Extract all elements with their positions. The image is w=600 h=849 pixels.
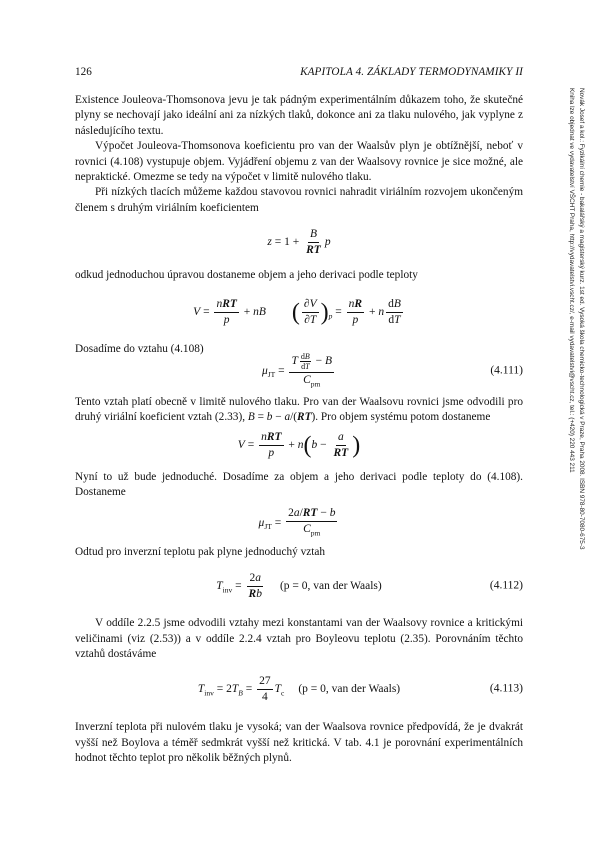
paragraph-10: Inverzní teplota při nulovém tlaku je vysoká; van der Waalsova rovnice předpovídá, že je dvakrát vyšší než Boylova a téměř sedmkrát vyšší než kritická. V tab. 4.1 je porovnání experimentálních hodnot těchto teplot pro několik běžných plynů. bbox=[75, 721, 523, 765]
equation-number: (4.112) bbox=[489, 579, 523, 592]
equation-volume-derivative: V = $\frac{\text{nRT}}{p}$ + nB ( $\frac{\partial V}{\partial T}$ )$_p$ = $\frac{nR}{p}$ + n $\frac{dB}{dT}$ bbox=[193, 298, 401, 327]
page-header bbox=[75, 66, 523, 82]
paragraph-2: Výpočet Jouleova-Thomsonova koeficientu pro van der Waalsův plyn je obtížnější, neboť v rovnici (4.108) vystupuje objem. Vyjádření objemu z van der Waalsovy rovnice je sice možné, ale nepraktické. Omezme se tedy na výpočet v limitě nulového tlaku. bbox=[75, 140, 523, 184]
equation-4-113: $T_{inv} = 2T_B$ = $\frac{27}{4}$ $T_c$ (p = 0, van der Waals) (4.113) bbox=[197, 674, 523, 703]
citation-line-2: Kniha lze objednat ve vydavatelství VŠCHT Praha, http://vydavatelstvi.vscht.cz/, e-mail vydavatelstvi@vscht.cz, tel.: (+420) 220 443 211 bbox=[568, 88, 575, 473]
page-number: 126 bbox=[75, 66, 92, 78]
equation-number: (4.113) bbox=[489, 682, 523, 695]
paragraph-6: Tento vztah platí obecně v limitě nulového tlaku. Pro van der Waalsovu rovnici jsme odvodili pro druhý viriální koeficient vztah (2.33), B = b − a/(RT). Pro objem systému potom dostaneme bbox=[75, 396, 523, 424]
equation-condition: (p = 0, van der Waals) bbox=[279, 579, 382, 592]
chapter-title: KAPITOLA 4. ZÁKLADY TERMODYNAMIKY II bbox=[300, 66, 523, 78]
equation-virial: z = 1 + $\frac{B}{RT}$ p bbox=[267, 227, 331, 256]
paragraph-9: V oddíle 2.2.5 jsme odvodili vztahy mezi konstantami van der Waalsovy rovnice a kritickými veličinami (viz (2.53)) a v oddíle 2.2.4 vztah pro Boyleovu teplotu (2.35). Porovnáním těchto vztahů dostáváme bbox=[75, 617, 523, 660]
page-body bbox=[75, 93, 523, 767]
paragraph-4: odkud jednoduchou úpravou dostaneme objem a jeho derivaci podle teploty bbox=[75, 269, 418, 282]
equation-number: (4.111) bbox=[490, 364, 523, 377]
equation-mu-jt: $\mu_{JT}$ = $\frac{2a/RT - b}{C_{pm}}$ bbox=[258, 506, 336, 537]
paragraph-1: Existence Jouleova-Thomsonova jevu je tak pádným experimentálním důkazem toho, že skutečné plyny se nechovají jako ideální ani za nízkých tlaků, dokonce ani za tlaku nulového, jak vyplyne z následujícího textu. bbox=[75, 94, 523, 137]
citation-line-1: Novák Josef a kol.: Fyzikální chemie - bakalářský a magisterský kurz. 1st ed. Vysoká škola chemicko-technologická v Praze, Praha 2008. ISBN 978-80-7080-675-3 bbox=[578, 88, 585, 550]
side-citation bbox=[562, 88, 586, 748]
equation-volume-vdw: V = $\frac{\text{nRT}}{p}$ + n(b − $\frac{a}{RT}$ ) bbox=[237, 431, 361, 460]
paragraph-7: Nyní to už bude jednoduché. Dosadíme za objem a jeho derivaci podle teploty do (4.108). Dostaneme bbox=[75, 470, 523, 499]
equation-4-112: $T_{inv}$ = $\frac{2a}{Rb}$ (p = 0, van der Waals) (4.112) bbox=[216, 571, 523, 600]
paragraph-5: Dosadíme do vztahu (4.108) bbox=[75, 342, 204, 355]
equation-4-111: $\mu_{JT}$ = T $\frac{dB}{dT}$ − B $C_{pm}$ (4.111) bbox=[261, 351, 523, 389]
paragraph-8: Odtud pro inverzní teplotu pak plyne jednoduchý vztah bbox=[75, 545, 326, 558]
equation-condition: (p = 0, van der Waals) bbox=[298, 682, 401, 695]
paragraph-3: Při nízkých tlacích můžeme každou stavovou rovnici nahradit viriálním rozvojem ukončeným členem s druhým viriálním koeficientem bbox=[75, 186, 523, 214]
